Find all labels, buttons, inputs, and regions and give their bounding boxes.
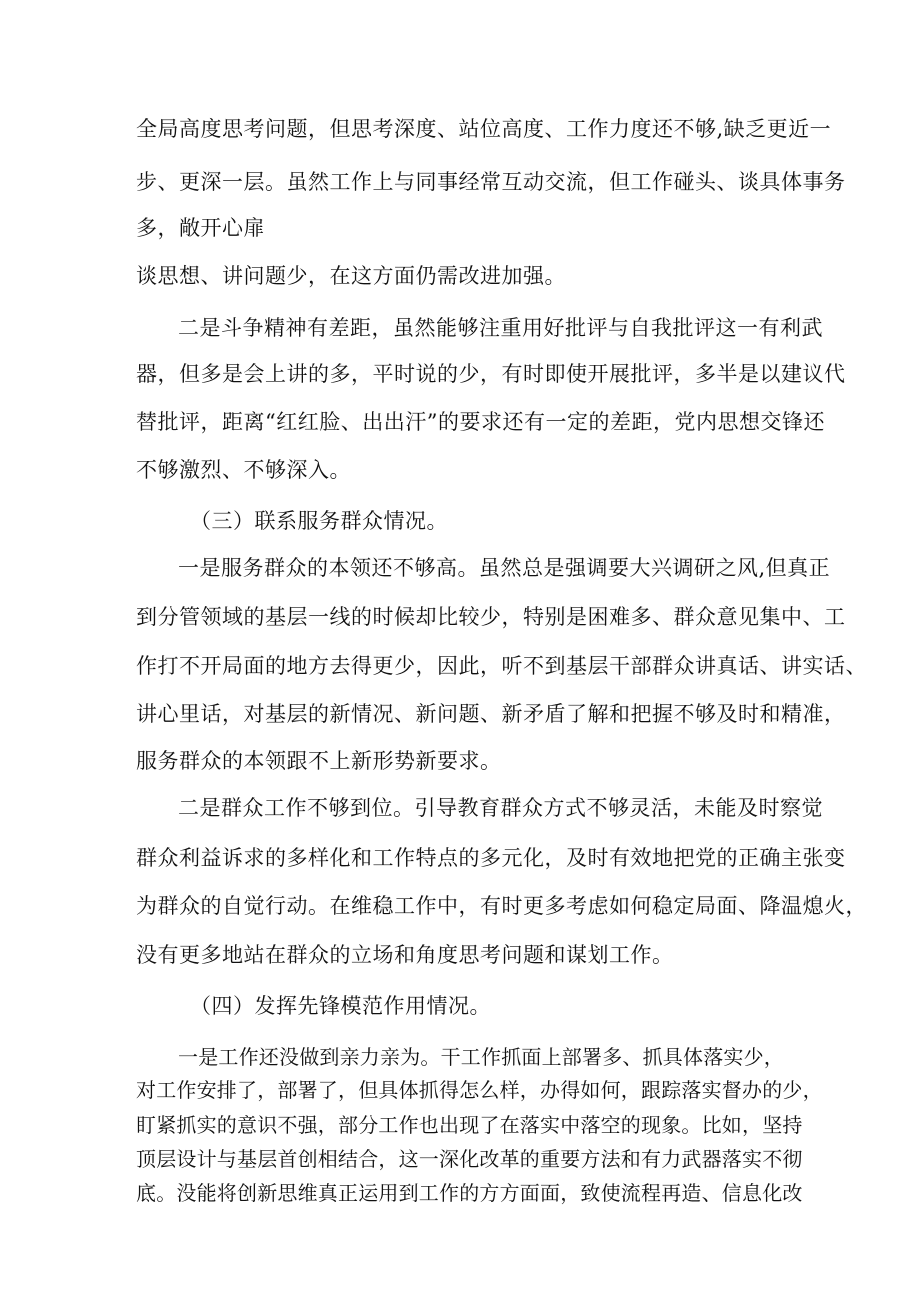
- text-line: 到分管领域的基层一线的时候却比较少，特别是困难多、群众意见集中、工: [136, 605, 846, 629]
- text-line: 作打不开局面的地方去得更少，因此，听不到基层干部群众讲真话、讲实话、: [136, 654, 867, 678]
- paragraph-start-line: 一是服务群众的本领还不够高。虽然总是强调要大兴调研之风,但真正: [178, 556, 831, 580]
- text-line: 群众利益诉求的多样化和工作特点的多元化，及时有效地把党的正确主张变: [136, 846, 846, 870]
- text-line: 全局高度思考问题，但思考深度、站位高度、工作力度还不够,缺乏更近一: [136, 117, 832, 141]
- text-line: 多，敞开心扉: [136, 216, 265, 240]
- section-heading: （三）联系服务群众情况。: [190, 509, 448, 533]
- text-line: 讲心里话，对基层的新情况、新问题、新矛盾了解和把握不够及时和精准，: [136, 702, 846, 726]
- paragraph-start-line: 二是群众工作不够到位。引导教育群众方式不够灵活，未能及时察觉: [178, 796, 823, 820]
- text-line: 对工作安排了，部署了，但具体抓得怎么样，办得如何，跟踪落实督办的少，: [136, 1078, 823, 1102]
- text-line: 器，但多是会上讲的多，平时说的少，有时即使开展批评，多半是以建议代: [136, 362, 846, 386]
- text-line: 替批评，距离“红红脸、出出汗”的要求还有一定的差距，党内思想交锋还: [136, 410, 825, 434]
- paragraph-start-line: 一是工作还没做到亲力亲为。干工作抓面上部署多、抓具体落实少，: [178, 1045, 784, 1069]
- text-line: 底。没能将创新思维真正运用到工作的方方面面，致使流程再造、信息化改: [136, 1181, 803, 1205]
- text-line: 为群众的自觉行动。在维稳工作中，有时更多考虑如何稳定局面、降温熄火，: [136, 894, 867, 918]
- text-line: 不够激烈、不够深入。: [136, 458, 351, 482]
- section-heading: （四）发挥先锋模范作用情况。: [190, 994, 491, 1018]
- text-line: 服务群众的本领跟不上新形势新要求。: [136, 749, 502, 773]
- paragraph-start-line: 二是斗争精神有差距，虽然能够注重用好批评与自我批评这一有利武: [178, 316, 823, 340]
- text-line: 步、更深一层。虽然工作上与同事经常互动交流，但工作碰头、谈具体事务: [136, 170, 846, 194]
- text-line: 盯紧抓实的意识不强，部分工作也出现了在落实中落空的现象。比如，坚持: [136, 1113, 803, 1137]
- text-line: 谈思想、讲问题少，在这方面仍需改进加强。: [136, 264, 566, 288]
- text-line: 没有更多地站在群众的立场和角度思考问题和谋划工作。: [136, 943, 674, 967]
- text-line: 顶层设计与基层首创相结合，这一深化改革的重要方法和有力武器落实不彻: [136, 1147, 803, 1171]
